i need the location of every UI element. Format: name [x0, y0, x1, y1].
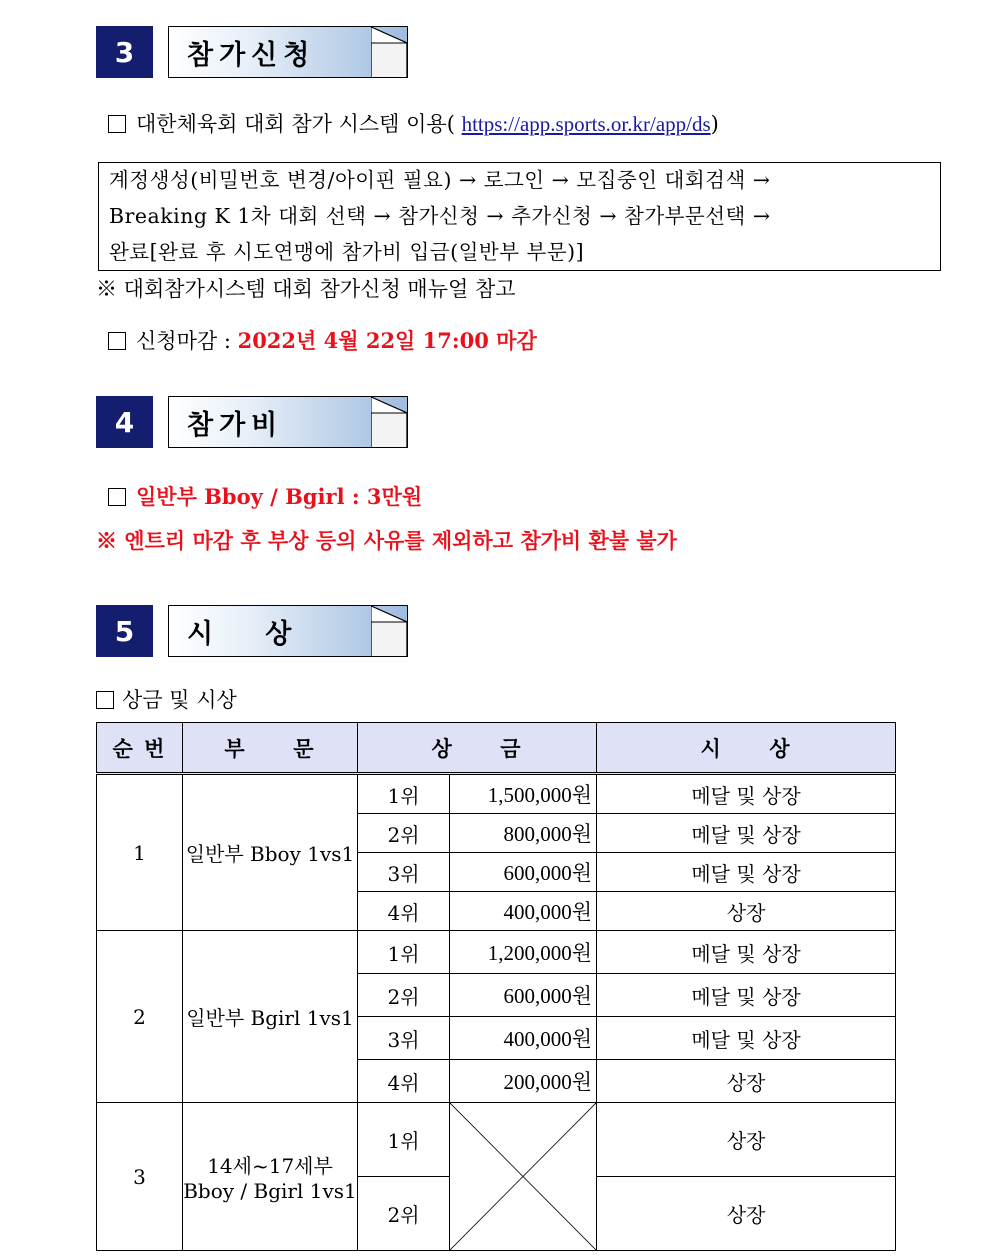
- awards-subtitle-line: [96, 684, 237, 714]
- division-line-2: Bboy / Bgirl 1vs1: [183, 1179, 357, 1203]
- amount-cell: 1,500,000원: [450, 774, 597, 814]
- folded-corner-icon: [371, 606, 407, 657]
- award-cell: 메달 및 상장: [597, 853, 896, 892]
- manual-note: ※ 대회참가시스템 대회 참가신청 매뉴얼 참고: [96, 277, 516, 301]
- fee-value: 일반부 Bboy / Bgirl : 3만원: [136, 484, 423, 509]
- header-award: 시 상: [597, 723, 896, 774]
- system-link[interactable]: https://app.sports.or.kr/app/ds: [461, 112, 711, 136]
- group-number: 3: [97, 1103, 183, 1251]
- group-number: 1: [97, 774, 183, 931]
- award-cell: 상장: [597, 1177, 896, 1251]
- prize-table: [96, 722, 896, 1251]
- checkbox-square-icon: [108, 332, 126, 350]
- checkbox-square-icon: [96, 691, 114, 709]
- section-number-3: 3: [96, 26, 153, 78]
- amount-cell: 600,000원: [450, 853, 597, 892]
- diagonal-cross-icon: [450, 1103, 596, 1250]
- award-cell: 메달 및 상장: [597, 974, 896, 1017]
- table-row: [97, 931, 896, 974]
- awards-subtitle: 상금 및 시상: [122, 688, 237, 712]
- division-line-1: 14세~17세부: [207, 1154, 333, 1178]
- rank-cell: 2위: [358, 814, 450, 853]
- section-number-5: 5: [96, 605, 153, 657]
- group-number: 2: [97, 931, 183, 1103]
- amount-cell: 400,000원: [450, 1017, 597, 1060]
- award-cell: 상장: [597, 892, 896, 931]
- rank-cell: 1위: [358, 1103, 450, 1177]
- rank-cell: 4위: [358, 1060, 450, 1103]
- header-prize: 상 금: [358, 723, 597, 774]
- rank-cell: 1위: [358, 774, 450, 814]
- group-division: [183, 1103, 358, 1251]
- rank-cell: 3위: [358, 1017, 450, 1060]
- amount-cell: 200,000원: [450, 1060, 597, 1103]
- section-title-box-5: [168, 605, 408, 657]
- section-title-box-4: [168, 396, 408, 448]
- award-cell: 상장: [597, 1060, 896, 1103]
- step-line-1: 계정생성(비밀번호 변경/아이핀 필요) → 로그인 → 모집중인 대회검색 →: [109, 168, 771, 192]
- system-suffix: ): [710, 112, 719, 136]
- amount-cell: 800,000원: [450, 814, 597, 853]
- folded-corner-icon: [371, 397, 407, 448]
- deadline-label: 신청마감 :: [136, 329, 238, 353]
- system-line: [108, 108, 719, 138]
- award-cell: 메달 및 상장: [597, 774, 896, 814]
- award-cell: 메달 및 상장: [597, 931, 896, 974]
- step-line-3: 완료[완료 후 시도연맹에 참가비 입금(일반부 부문)]: [109, 240, 585, 264]
- table-header-row: [97, 723, 896, 774]
- section-title-5: 시 상: [187, 618, 298, 650]
- table-row: [97, 774, 896, 814]
- empty-prize-cell: [450, 1103, 597, 1251]
- amount-cell: 400,000원: [450, 892, 597, 931]
- section-title-box-3: [168, 26, 408, 78]
- header-division: 부 문: [183, 723, 358, 774]
- header-no: 순 번: [97, 723, 183, 774]
- rank-cell: 2위: [358, 974, 450, 1017]
- system-text: 대한체육회 대회 참가 시스템 이용(: [136, 112, 455, 136]
- section-title-3: 참가신청: [187, 39, 316, 71]
- step-line-2: Breaking K 1차 대회 선택 → 참가신청 → 추가신청 → 참가부문선택 →: [109, 204, 771, 228]
- refund-note: ※ 엔트리 마감 후 부상 등의 사유를 제외하고 참가비 환불 불가: [96, 528, 677, 553]
- section-title-4: 참가비: [187, 409, 284, 441]
- application-steps-box: [98, 162, 941, 271]
- checkbox-square-icon: [108, 488, 126, 506]
- award-cell: 메달 및 상장: [597, 814, 896, 853]
- deadline-value: 2022년 4월 22일 17:00 마감: [237, 328, 537, 353]
- group-division: 일반부 Bboy 1vs1: [183, 774, 358, 931]
- section-number-4: 4: [96, 396, 153, 448]
- folded-corner-icon: [371, 27, 407, 78]
- rank-cell: 2위: [358, 1177, 450, 1251]
- award-cell: 메달 및 상장: [597, 1017, 896, 1060]
- amount-cell: 1,200,000원: [450, 931, 597, 974]
- rank-cell: 4위: [358, 892, 450, 931]
- deadline-line: [108, 325, 537, 355]
- amount-cell: 600,000원: [450, 974, 597, 1017]
- group-division: 일반부 Bgirl 1vs1: [183, 931, 358, 1103]
- rank-cell: 3위: [358, 853, 450, 892]
- checkbox-square-icon: [108, 115, 126, 133]
- award-cell: 상장: [597, 1103, 896, 1177]
- fee-line: [108, 481, 422, 511]
- rank-cell: 1위: [358, 931, 450, 974]
- table-row: [97, 1103, 896, 1177]
